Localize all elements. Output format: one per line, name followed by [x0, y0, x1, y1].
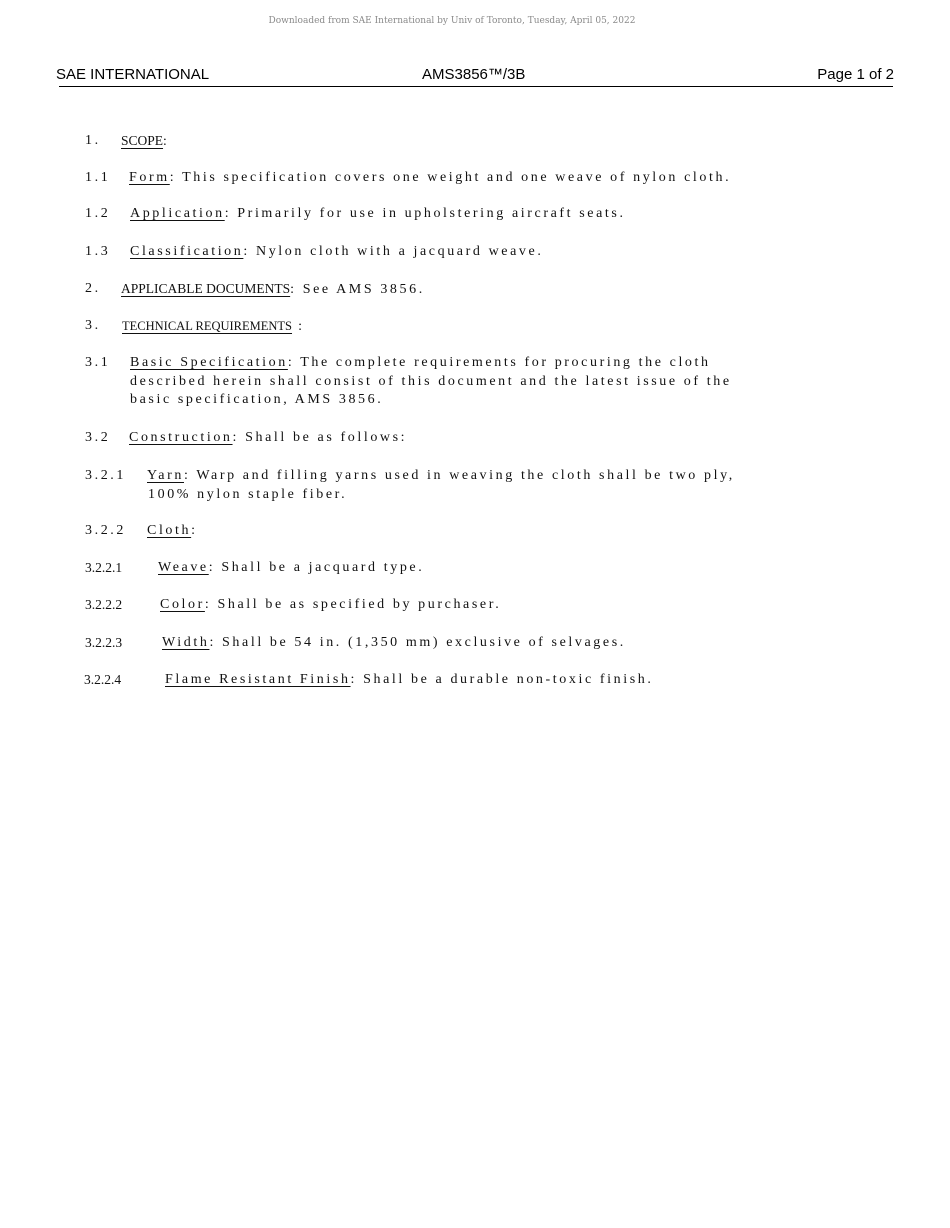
section-number: 3.2.2.4 — [84, 672, 122, 687]
section-separator: : — [292, 319, 305, 334]
section-heading — [122, 317, 305, 336]
section-heading — [121, 132, 167, 150]
section-number: 1.1 — [85, 170, 111, 185]
header-page-number: Page 1 of 2 — [817, 66, 894, 83]
section-content — [162, 634, 626, 652]
section-text: : Shall be as specified by purchaser. — [204, 597, 502, 612]
section-title: SCOPE — [121, 133, 164, 148]
section-number: 3. — [85, 318, 101, 333]
section-3-2-1-continuation: 100% nylon staple fiber. — [148, 487, 348, 502]
header-document-number: AMS3856™/3B — [422, 66, 526, 83]
section-text: : See AMS 3856. — [290, 282, 425, 297]
section-number: 3.2 — [85, 430, 111, 445]
page-header — [56, 66, 894, 86]
section-number: 1.3 — [85, 244, 111, 259]
header-organization: SAE INTERNATIONAL — [56, 66, 210, 83]
header-rule — [59, 86, 893, 87]
section-number: 1. — [85, 133, 101, 148]
section-title: Form — [129, 170, 170, 185]
section-text: : Warp and filling yarns used in weaving the cloth shall be two ply, — [184, 468, 735, 483]
section-separator: : — [191, 523, 198, 538]
section-content — [130, 354, 711, 372]
section-title: Cloth — [147, 523, 192, 538]
section-number: 3.2.2.1 — [85, 560, 123, 575]
section-title: Basic Specification — [130, 355, 288, 370]
section-content — [130, 205, 626, 223]
section-text: : Nylon cloth with a jacquard weave. — [243, 244, 544, 259]
section-title: APPLICABLE DOCUMENTS — [121, 281, 291, 296]
section-title: Color — [160, 597, 205, 612]
section-title: Width — [162, 635, 210, 650]
section-number: 2. — [85, 281, 101, 296]
section-number: 1.2 — [85, 206, 111, 221]
section-heading — [147, 522, 198, 540]
section-text: : Shall be 54 in. (1,350 mm) exclusive of selvages. — [209, 635, 626, 650]
section-text: : Shall be a durable non-toxic finish. — [350, 672, 654, 687]
section-title: Application — [130, 206, 225, 221]
section-number: 3.2.1 — [85, 468, 126, 483]
section-title: TECHNICAL REQUIREMENTS — [122, 319, 293, 333]
section-text: : Shall be as follows: — [232, 430, 408, 445]
section-number: 3.2.2.2 — [85, 597, 123, 612]
section-number: 3.2.2 — [85, 523, 126, 538]
section-number: 3.2.2.3 — [85, 635, 123, 650]
section-text: : This specification covers one weight and one weave of nylon cloth. — [169, 170, 732, 185]
section-3-1-continuation-1: described herein shall consist of this document and the latest issue of the — [130, 374, 732, 389]
download-note: Downloaded from SAE International by Univ of Toronto, Tuesday, April 05, 2022 — [268, 16, 636, 26]
section-content — [121, 280, 425, 299]
section-title: Flame Resistant Finish — [165, 672, 351, 687]
section-content — [130, 243, 543, 261]
section-separator: : — [163, 133, 167, 148]
section-3-1-continuation-2: basic specification, AMS 3856. — [130, 392, 384, 407]
section-content — [129, 169, 731, 187]
section-content — [165, 671, 653, 689]
section-title: Construction — [129, 430, 233, 445]
section-title: Weave — [158, 560, 209, 575]
section-text: : Shall be a jacquard type. — [208, 560, 425, 575]
section-content — [158, 559, 424, 577]
section-title: Yarn — [147, 468, 184, 483]
section-number: 3.1 — [85, 355, 111, 370]
section-content — [160, 596, 501, 614]
section-content — [129, 429, 407, 447]
section-title: Classification — [130, 244, 244, 259]
section-content — [147, 467, 735, 485]
section-text: : The complete requirements for procuring the cloth — [287, 355, 711, 370]
section-text: : Primarily for use in upholstering aircraft seats. — [224, 206, 626, 221]
